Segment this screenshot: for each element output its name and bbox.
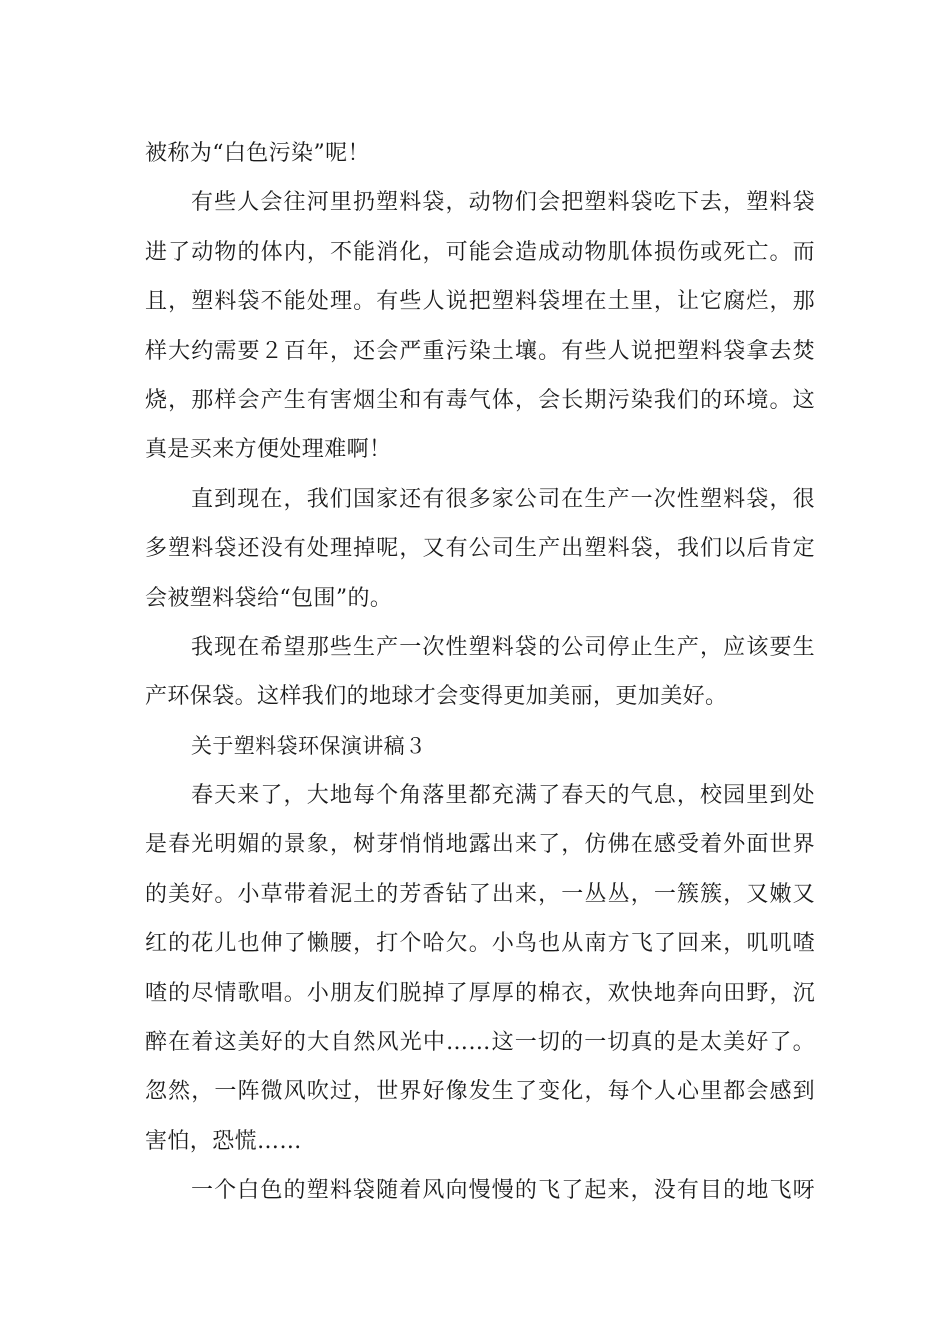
text-line: 忽然，一阵微风吹过，世界好像发生了变化，每个人心里都会感到 [145, 1079, 815, 1105]
document-page [145, 129, 815, 1216]
text-line: 的美好。小草带着泥土的芳香钻了出来，一丛丛，一簇簇，又嫩又 [145, 881, 815, 907]
section-heading: 关于塑料袋环保演讲稿３ [191, 733, 427, 758]
text-line: 多塑料袋还没有处理掉呢，又有公司生产出塑料袋，我们以后肯定 [145, 536, 815, 562]
text-line: 样大约需要２百年，还会严重污染土壤。有些人说把塑料袋拿去焚 [145, 338, 815, 364]
text-line: 是春光明媚的景象，树芽悄悄地露出来了，仿佛在感受着外面世界 [145, 832, 815, 858]
text-line: 有些人会往河里扔塑料袋，动物们会把塑料袋吃下去，塑料袋 [191, 190, 815, 216]
text-line: 害怕，恐慌…… [145, 1128, 302, 1154]
text-line: 产环保袋。这样我们的地球才会变得更加美丽，更加美好。 [145, 684, 728, 710]
text-line: 真是买来方便处理难啊！ [145, 437, 392, 463]
text-line: 进了动物的体内，不能消化，可能会造成动物肌体损伤或死亡。而 [145, 239, 815, 265]
text-line: 红的花儿也伸了懒腰，打个哈欠。小鸟也从南方飞了回来，叽叽喳 [145, 931, 815, 957]
text-line: 醉在着这美好的大自然风光中……这一切的一切真的是太美好了。 [145, 1030, 815, 1056]
text-line: 一个白色的塑料袋随着风向慢慢的飞了起来，没有目的地飞呀 [191, 1178, 815, 1204]
text-line: 被称为“白色污染”呢！ [145, 141, 370, 166]
text-line: 烧，那样会产生有害烟尘和有毒气体，会长期污染我们的环境。这 [145, 387, 815, 413]
text-line: 我现在希望那些生产一次性塑料袋的公司停止生产，应该要生 [191, 634, 815, 660]
text-line: 喳的尽情歌唱。小朋友们脱掉了厚厚的棉衣，欢快地奔向田野，沉 [145, 980, 815, 1006]
text-line: 春天来了，大地每个角落里都充满了春天的气息，校园里到处 [191, 783, 815, 809]
text-line: 直到现在，我们国家还有很多家公司在生产一次性塑料袋，很 [191, 486, 815, 512]
text-line: 且，塑料袋不能处理。有些人说把塑料袋埋在土里，让它腐烂，那 [145, 289, 815, 315]
text-line: 会被塑料袋给“包围”的。 [145, 585, 393, 611]
